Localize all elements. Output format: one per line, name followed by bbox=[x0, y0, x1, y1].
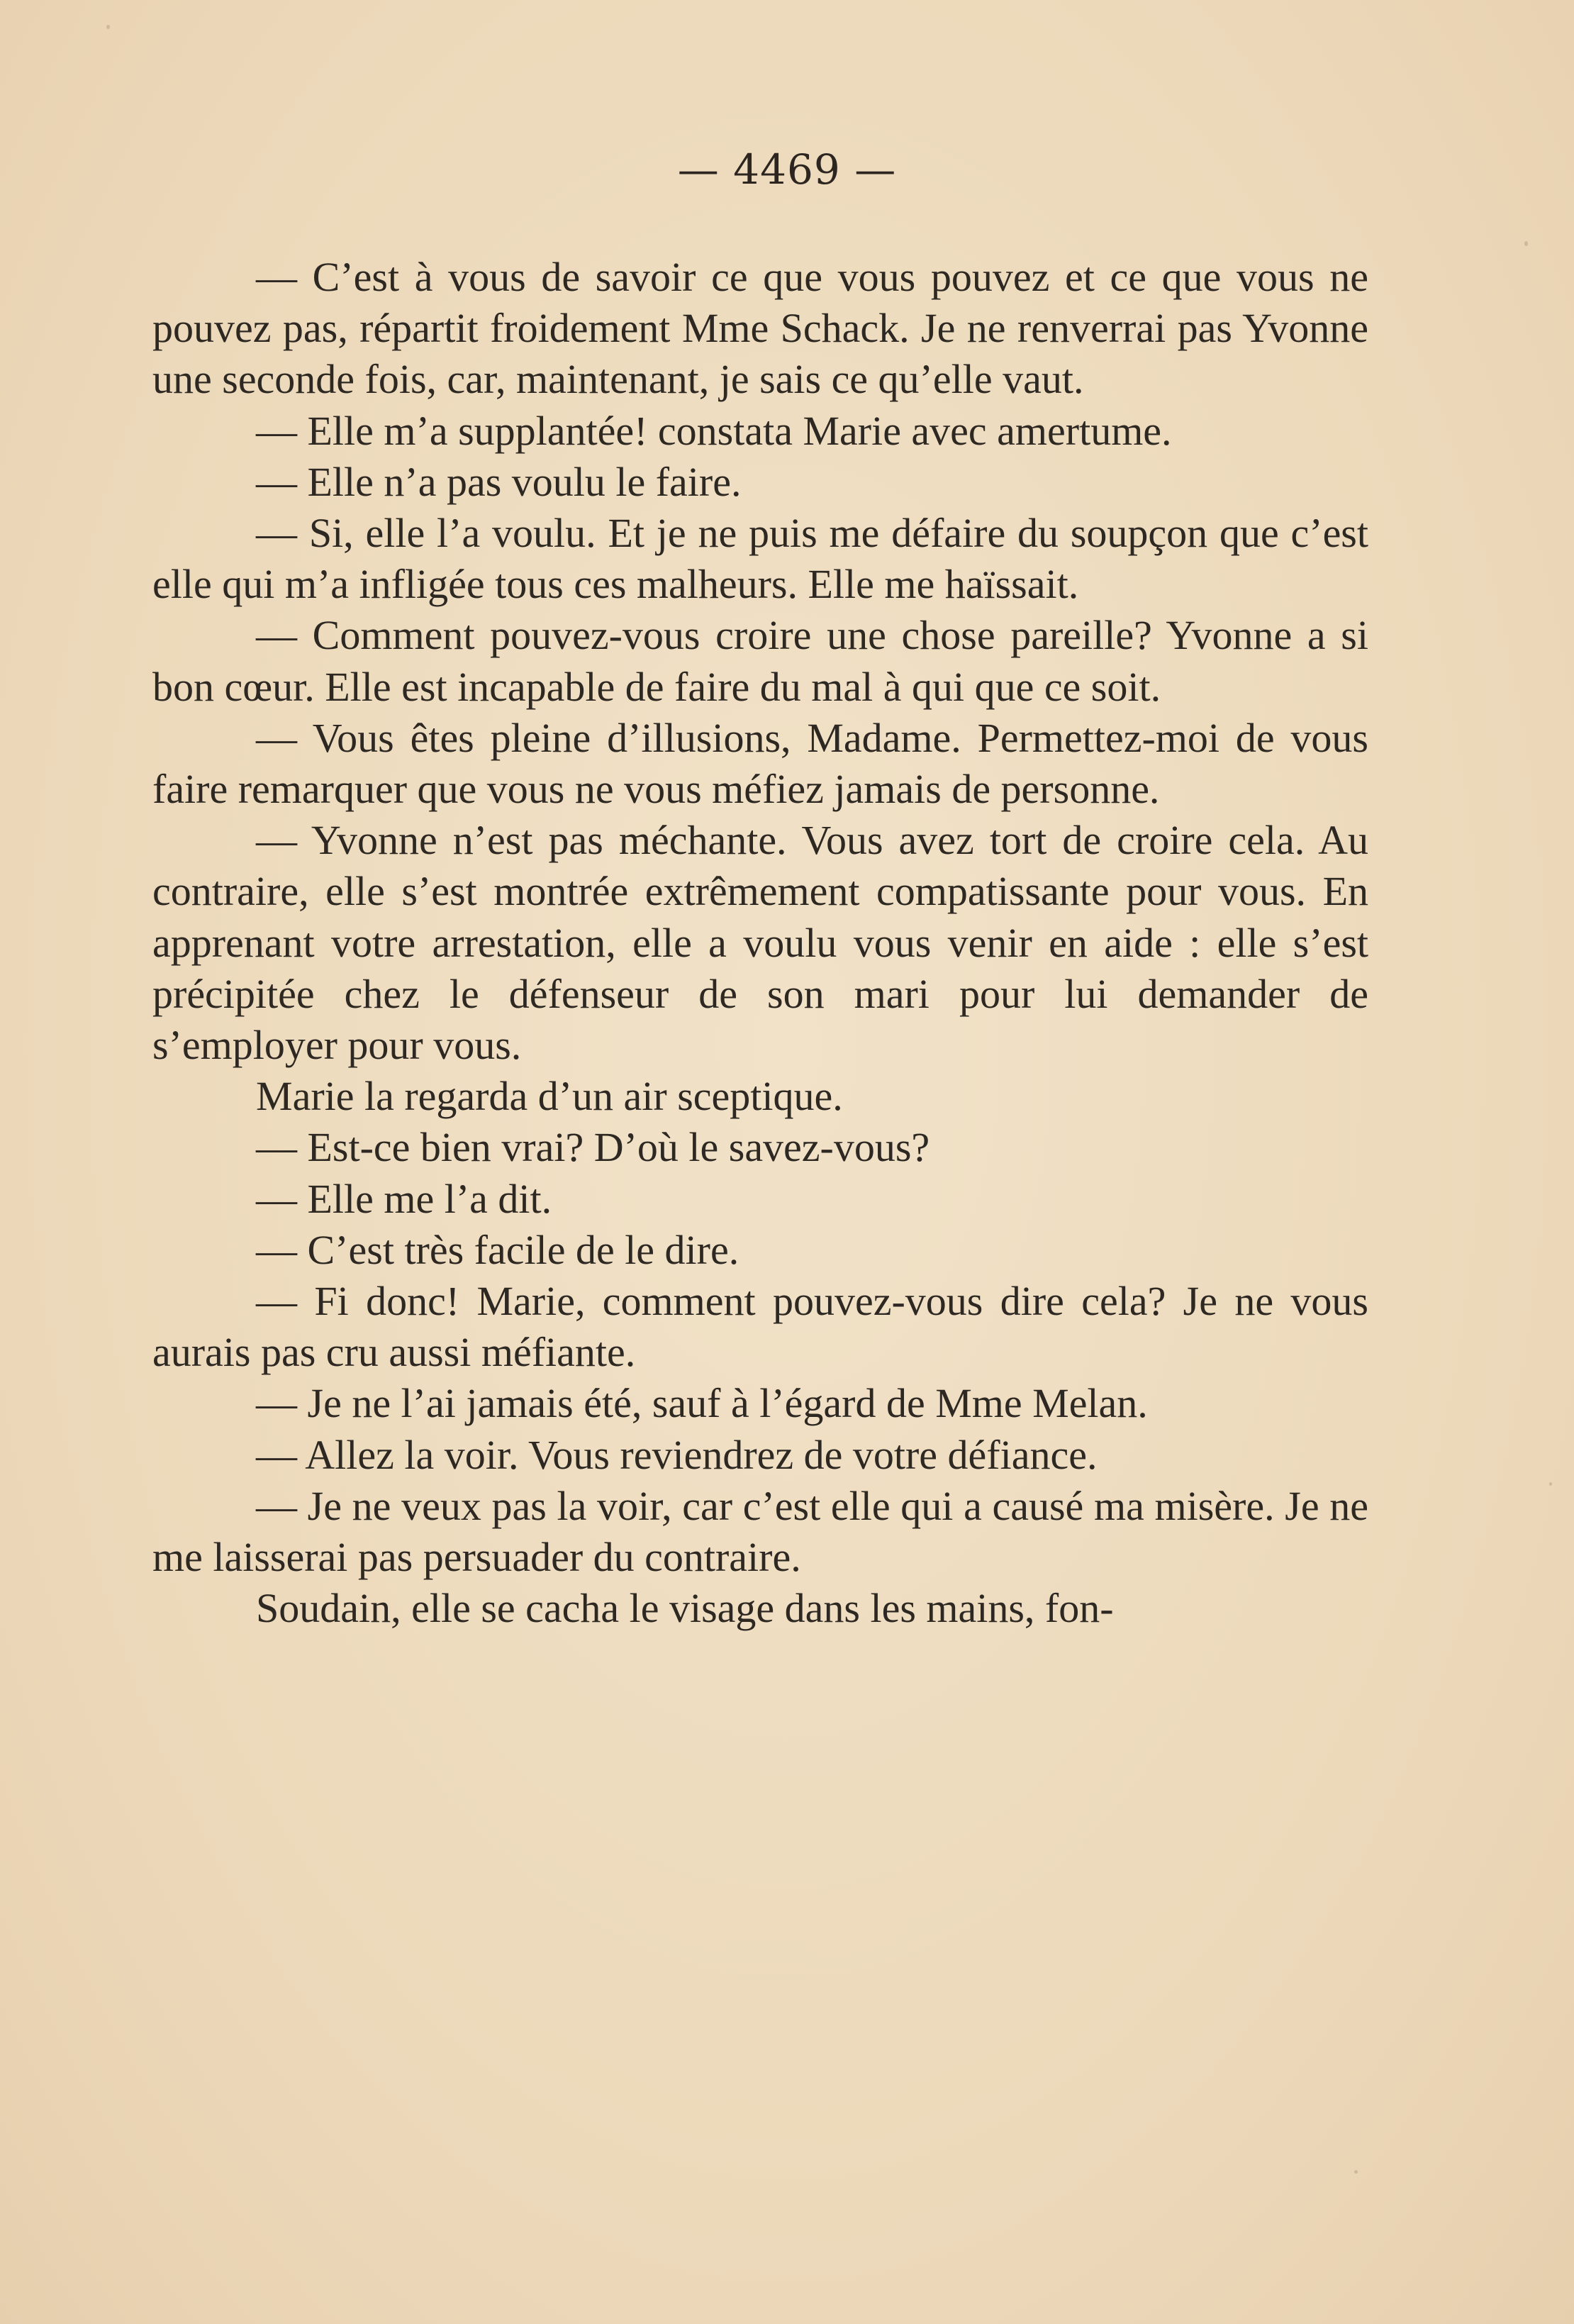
paragraph: Marie la regarda d’un air sceptique. bbox=[256, 1073, 843, 1120]
paragraph: — Yvonne n’est pas méchante. Vous avez tort de croire cela. Au contraire, elle s’est montrée extrêmement compatissante pour vous. En apprenant votre arrestation, elle a voulu vous venir en aide : elle s’est précipitée chez le défenseur de son mari pour lui demander de s’employer pour vous. bbox=[152, 817, 1368, 1069]
paragraph: — Allez la voir. Vous reviendrez de votre défiance. bbox=[256, 1431, 1098, 1478]
paragraph: — Comment pouvez-vous croire une chose pareille? Yvonne a si bon cœur. Elle est incapable de faire du mal à qui que ce soit. bbox=[152, 612, 1368, 710]
paragraph: — Je ne veux pas la voir, car c’est elle qui a causé ma misère. Je ne me laisserai pas persuader du contraire. bbox=[152, 1482, 1368, 1581]
paragraph: Soudain, elle se cacha le visage dans les mains, fon- bbox=[256, 1585, 1114, 1632]
paper-speck bbox=[1549, 1482, 1552, 1486]
paragraph: — Vous êtes pleine d’illusions, Madame. Permettez-moi de vous faire remarquer que vous ne vous méfiez jamais de personne. bbox=[152, 714, 1368, 813]
paper-speck bbox=[1524, 241, 1528, 246]
paper-speck bbox=[106, 25, 110, 29]
paragraph: — Si, elle l’a voulu. Et je ne puis me défaire du soupçon que c’est elle qui m’a infligée tous ces malheurs. Elle me haïssait. bbox=[152, 510, 1368, 608]
paragraph: — Elle me l’a dit. bbox=[256, 1175, 552, 1222]
paragraph: — Est-ce bien vrai? D’où le savez-vous? bbox=[256, 1124, 930, 1171]
paragraph: — C’est très facile de le dire. bbox=[256, 1226, 739, 1273]
paragraph: — Je ne l’ai jamais été, sauf à l’égard de Mme Melan. bbox=[256, 1380, 1148, 1427]
page-number: — 4469 — bbox=[677, 145, 897, 194]
paper-speck bbox=[1354, 2170, 1358, 2174]
paragraph: — Elle m’a supplantée! constata Marie avec amertume. bbox=[256, 407, 1172, 454]
body-text bbox=[152, 252, 1368, 1634]
paragraph: — Elle n’a pas voulu le faire. bbox=[256, 458, 742, 505]
paragraph: — C’est à vous de savoir ce que vous pouvez et ce que vous ne pouvez pas, répartit froidement Mme Schack. Je ne renverrai pas Yvonne une seconde fois, car, maintenant, je sais ce qu’elle vaut. bbox=[152, 254, 1368, 403]
paragraph: — Fi donc! Marie, comment pouvez-vous dire cela? Je ne vous aurais pas cru aussi méfiante. bbox=[152, 1278, 1368, 1376]
